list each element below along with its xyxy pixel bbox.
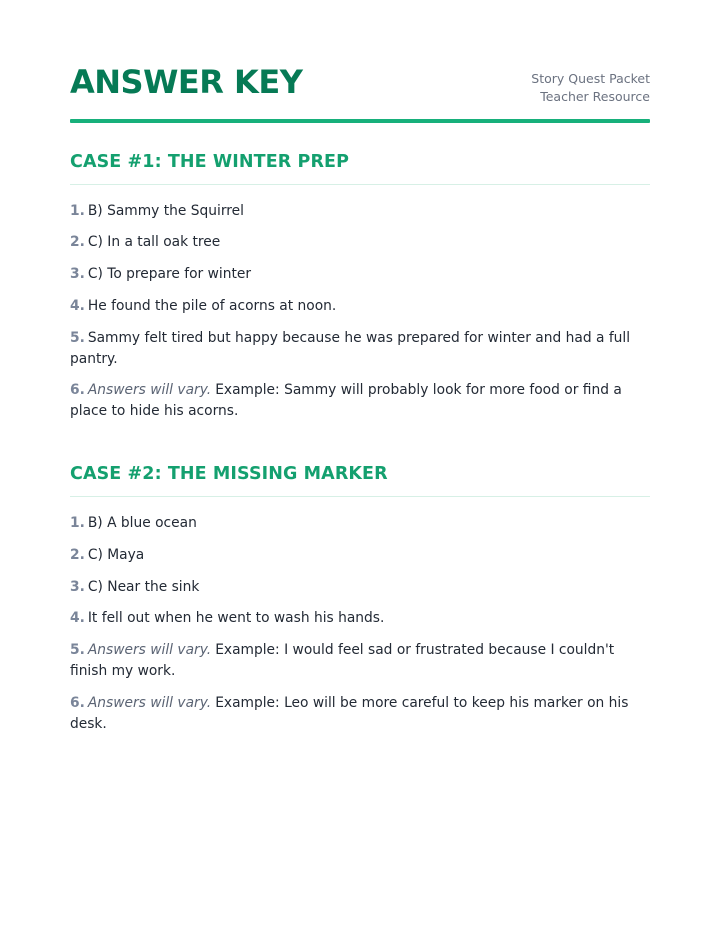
- answer-text: B) Sammy the Squirrel: [87, 202, 244, 219]
- answer-number: 5.: [70, 329, 85, 346]
- answer-item: [70, 513, 650, 534]
- case-1-section: [70, 154, 650, 422]
- answer-number: 2.: [70, 234, 85, 251]
- case-1-title: CASE #1: THE WINTER PREP: [70, 154, 650, 185]
- answer-text: Example: Sammy will probably look for more food or find a place to hide his acorns.: [70, 382, 622, 420]
- answer-text: Sammy felt tired but happy because he was prepared for winter and had a full pantry.: [70, 329, 631, 367]
- answer-text: C) Near the sink: [87, 578, 200, 595]
- answer-number: 2.: [70, 546, 85, 563]
- answer-number: 6.: [70, 694, 85, 711]
- case-2-section: [70, 466, 650, 734]
- resource-type: Teacher Resource: [540, 89, 650, 104]
- answer-text: It fell out when he went to wash his hands.: [87, 610, 385, 627]
- answer-number: 4.: [70, 610, 85, 627]
- answer-text: Example: Leo will be more careful to keep his marker on his desk.: [70, 694, 629, 732]
- answer-item: [70, 264, 650, 285]
- answers-vary-note: Answers will vary.: [87, 694, 212, 711]
- answer-number: 6.: [70, 382, 85, 399]
- case-2-title: CASE #2: THE MISSING MARKER: [70, 466, 650, 497]
- answers-vary-note: Answers will vary.: [87, 382, 212, 399]
- answer-number: 1.: [70, 202, 85, 219]
- answer-item: [70, 545, 650, 566]
- answer-text: C) Maya: [87, 546, 145, 563]
- page-header: [70, 0, 650, 124]
- answer-number: 3.: [70, 578, 85, 595]
- answer-item: [70, 640, 650, 682]
- answer-item: [70, 296, 650, 317]
- answer-text: He found the pile of acorns at noon.: [87, 297, 337, 314]
- answer-item: [70, 201, 650, 222]
- answer-item: [70, 380, 650, 422]
- answer-number: 3.: [70, 266, 85, 283]
- packet-name: Story Quest Packet: [531, 71, 650, 86]
- packet-meta: [531, 70, 650, 106]
- answer-text: C) To prepare for winter: [87, 266, 252, 283]
- answer-number: 5.: [70, 642, 85, 659]
- case-1-answer-list: [70, 201, 650, 423]
- answer-text: Example: I would feel sad or frustrated because I couldn't finish my work.: [70, 642, 615, 680]
- answer-item: [70, 608, 650, 629]
- header-divider: [70, 119, 650, 123]
- answer-item: [70, 577, 650, 598]
- answer-text: B) A blue ocean: [87, 514, 197, 531]
- answer-item: [70, 693, 650, 735]
- answer-number: 1.: [70, 514, 85, 531]
- answer-text: C) In a tall oak tree: [87, 234, 221, 251]
- answer-item: [70, 328, 650, 370]
- case-2-answer-list: [70, 513, 650, 735]
- answers-vary-note: Answers will vary.: [87, 642, 212, 659]
- answer-item: [70, 232, 650, 253]
- page-title: ANSWER KEY: [70, 63, 303, 101]
- answer-number: 4.: [70, 297, 85, 314]
